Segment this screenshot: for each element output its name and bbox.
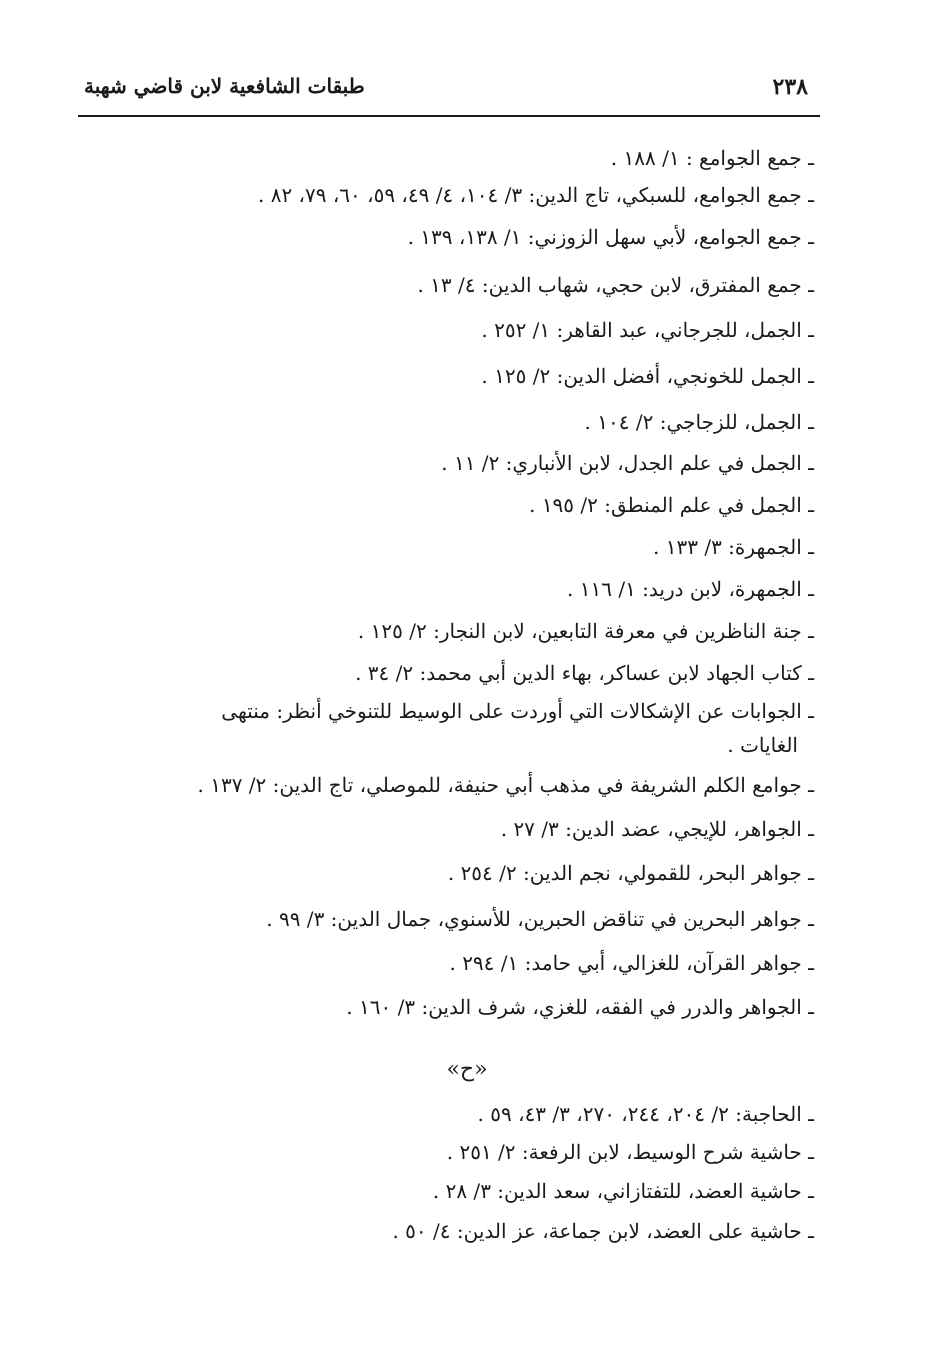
index-entry: ـ الجواهر، للإيجي، عضد الدين: ٣/ ٢٧ . (500, 817, 814, 841)
index-entry: ـ جوامع الكلم الشريفة في مذهب أبي حنيفة، للموصلي، تاج الدين: ٢/ ١٣٧ . (197, 773, 814, 797)
index-entry-wrapped (114, 694, 814, 762)
index-entry: ـ الجمهرة، لابن دريد: ١/ ١١٦ . (567, 577, 814, 601)
index-entry: ـ الجواهر والدرر في الفقه، للغزي، شرف الدين: ٣/ ١٦٠ . (346, 995, 814, 1019)
header-rule (78, 115, 820, 117)
section-letter-ha: «ح» (446, 1057, 488, 1082)
index-entry: ـ جنة الناظرين في معرفة التابعين، لابن النجار: ٢/ ١٢٥ . (357, 619, 814, 643)
index-entry: ـ جواهر البحرين في تناقض الحبرين، للأسنوي، جمال الدين: ٣/ ٩٩ . (266, 907, 814, 931)
index-entry: ـ حاشية العضد، للتفتازاني، سعد الدين: ٣/ ٢٨ . (432, 1179, 814, 1203)
index-entry: ـ جمع الجوامع : ١/ ١٨٨ . (610, 146, 814, 170)
index-entry: ـ جواهر البحر، للقمولي، نجم الدين: ٢/ ٢٥٤ . (447, 861, 814, 885)
index-entry: ـ حاشية على العضد، لابن جماعة، عز الدين: ٤/ ٥٠ . (392, 1219, 814, 1243)
index-entry: ـ الجمل، للزجاجي: ٢/ ١٠٤ . (584, 410, 814, 434)
index-entry: ـ جمع الجوامع، لأبي سهل الزوزني: ١/ ١٣٨، ١٣٩ . (407, 225, 814, 249)
running-title: طبقات الشافعية لابن قاضي شهبة (84, 74, 365, 98)
index-entry: ـ الجمل في علم المنطق: ٢/ ١٩٥ . (529, 493, 814, 517)
index-entry: ـ حاشية شرح الوسيط، لابن الرفعة: ٢/ ٢٥١ . (446, 1140, 814, 1164)
index-entry: ـ الحاجبة: ٢/ ٢٠٤، ٢٤٤، ٢٧٠، ٣/ ٤٣، ٥٩ . (477, 1102, 814, 1126)
index-entry: ـ جواهر القرآن، للغزالي، أبي حامد: ١/ ٢٩٤ . (449, 951, 814, 975)
index-entry: ـ كتاب الجهاد لابن عساكر، بهاء الدين أبي محمد: ٢/ ٣٤ . (355, 661, 814, 685)
entry-continuation: الغايات . (727, 733, 798, 757)
page-number: ٢٣٨ (772, 74, 808, 100)
index-entries-ha (114, 1095, 814, 1251)
index-entry: ـ جمع المفترق، لابن حجي، شهاب الدين: ٤/ ١٣ . (417, 273, 814, 297)
index-entry: ـ جمع الجوامع، للسبكي، تاج الدين: ٣/ ١٠٤، ٤/ ٤٩، ٥٩، ٦٠، ٧٩، ٨٢ . (257, 183, 814, 207)
page-header (78, 66, 820, 110)
index-entry: ـ الجمل للخونجي، أفضل الدين: ٢/ ١٢٥ . (481, 364, 814, 388)
index-entry: ـ الجمل في علم الجدل، لابن الأنباري: ٢/ ١١ . (441, 451, 814, 475)
index-entry: ـ الجمهرة: ٣/ ١٣٣ . (653, 535, 814, 559)
index-entry: ـ الجمل، للجرجاني، عبد القاهر: ١/ ٢٥٢ . (481, 318, 814, 342)
index-entries-jim (114, 140, 814, 1030)
entry-line: ـ الجوابات عن الإشكالات التي أوردت على الوسيط للتنوخي أنظر: منتهى (221, 699, 814, 723)
